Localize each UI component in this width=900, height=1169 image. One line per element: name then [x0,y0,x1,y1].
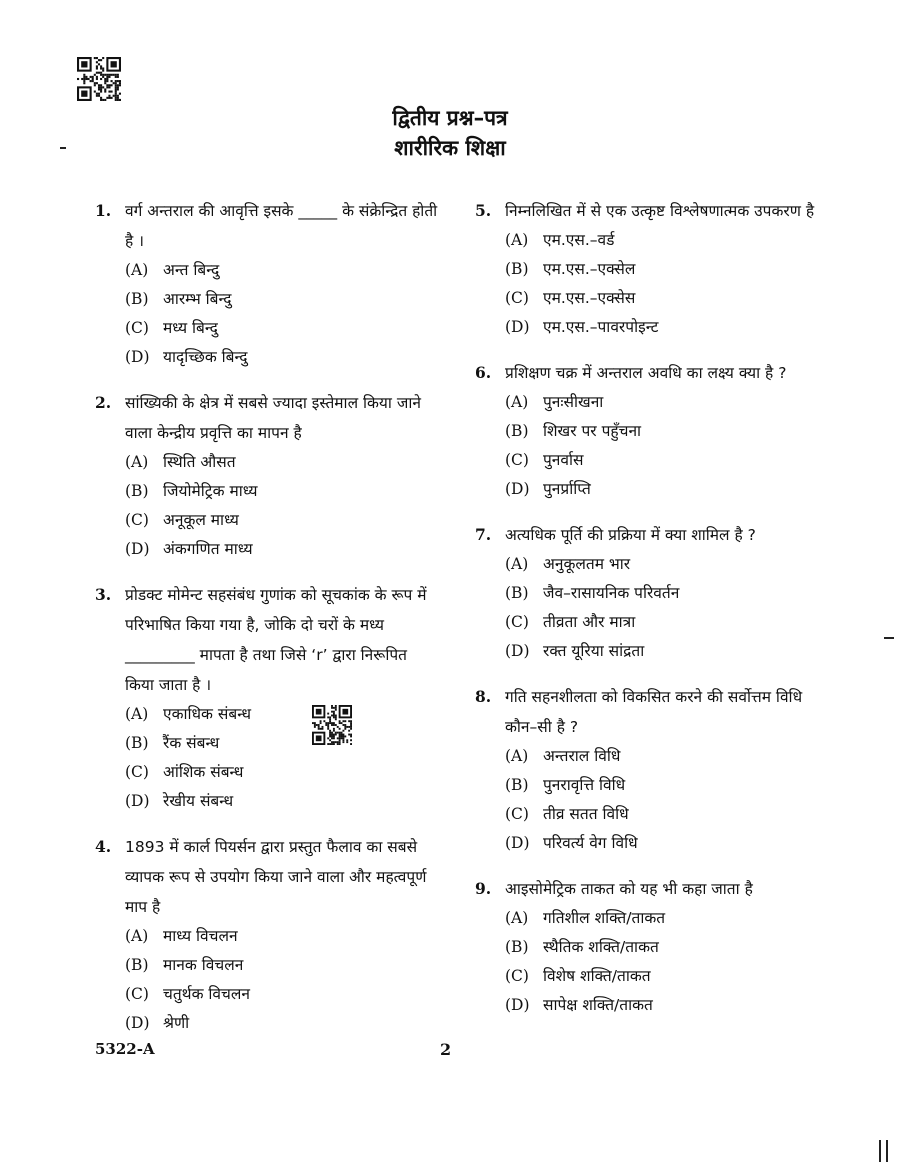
option-list [505,742,820,858]
question-text: अत्यधिक पूर्ति की प्रक्रिया में क्या शामिल है ? [505,526,756,544]
option [505,904,820,933]
question-text: वर्ग अन्तराल की आवृत्ति इसके _____ के संक्रेन्द्रित होती है । [125,202,438,250]
question-stem [475,358,820,388]
option [125,700,440,729]
option-list [125,700,440,816]
option-label: (C) [125,763,149,781]
question-text: 1893 में कार्ल पियर्सन द्वारा प्रस्तुत फैलाव का सबसे व्यापक रूप से उपयोग किया जाने वाला और महत्वपूर्ण माप है [125,838,427,916]
option-text: पुनर्वास [543,451,584,469]
option-text: स्थैतिक शक्ति/ताकत [543,938,659,956]
option-list [505,904,820,1020]
option-text: मध्य बिन्दु [163,319,218,337]
question-text: आइसोमेट्रिक ताकत को यह भी कहा जाता है [505,880,753,898]
option-text: जैव–रासायनिक परिवर्तन [543,584,680,602]
option [125,314,440,343]
option-label: (D) [505,480,530,498]
option [125,285,440,314]
option-text: एम.एस.–पावरपोइन्ट [543,318,659,336]
option-label: (C) [505,451,529,469]
question-number: 6. [475,363,492,382]
option [505,579,820,608]
option-text: रक्त यूरिया सांद्रता [543,642,645,660]
option-label: (A) [505,747,529,765]
option-label: (B) [505,260,529,278]
question-number: 4. [95,837,112,856]
option-text: अनूकूल माध्य [163,511,239,529]
paper-code: 5322-A [95,1040,155,1058]
question [475,682,820,858]
option [125,477,440,506]
option-text: चतुर्थक विचलन [163,985,250,1003]
option-text: श्रेणी [163,1014,190,1032]
left-column [95,196,440,1054]
option-label: (C) [125,985,149,1003]
option [505,800,820,829]
option [505,255,820,284]
option-label: (D) [125,540,150,558]
option [505,550,820,579]
question-text: सांख्यिकी के क्षेत्र में सबसे ज्यादा इस्तेमाल किया जाने वाला केन्द्रीय प्रवृत्ति का मापन है [125,394,421,442]
page-number: 2 [440,1040,452,1059]
option-list [505,226,820,342]
option [505,226,820,255]
option-text: यादृच्छिक बिन्दु [163,348,248,366]
qr-code-icon [77,57,121,101]
option-label: (D) [505,318,530,336]
paper-title: द्वितीय प्रश्न–पत्र [392,106,508,130]
scan-mark [879,1140,881,1162]
option [505,933,820,962]
option-label: (B) [125,290,149,308]
option [125,729,440,758]
option [505,475,820,504]
question-stem [95,388,440,448]
option-label: (B) [125,482,149,500]
scan-mark [884,637,894,639]
option-label: (B) [505,776,529,794]
option-text: अंकगणित माध्य [163,540,253,558]
option-list [505,388,820,504]
right-column [475,196,820,1036]
option [125,448,440,477]
option-label: (A) [505,555,529,573]
option [505,991,820,1020]
option-text: मानक विचलन [163,956,244,974]
option-label: (A) [505,909,529,927]
question [95,832,440,1038]
option-label: (C) [505,967,529,985]
question-number: 2. [95,393,112,412]
option-label: (B) [505,422,529,440]
option-text: तीव्र सतत विधि [543,805,629,823]
option-text: तीव्रता और मात्रा [543,613,636,631]
option-label: (D) [505,834,530,852]
option-text: रैंक संबन्ध [163,734,220,752]
question-number: 5. [475,201,492,220]
option-text: आंशिक संबन्ध [163,763,244,781]
option-list [125,922,440,1038]
option-text: सापेक्ष शक्ति/ताकत [543,996,653,1014]
option-label: (C) [125,319,149,337]
option-text: एम.एस.–एक्सेल [543,260,636,278]
option [505,771,820,800]
option-list [125,448,440,564]
question-stem [475,196,820,226]
question [475,520,820,666]
option [125,951,440,980]
question-stem [475,874,820,904]
question-text: निम्नलिखित में से एक उत्कृष्ट विश्लेषणात्मक उपकरण है [505,202,815,220]
option-text: विशेष शक्ति/ताकत [543,967,651,985]
option-label: (B) [125,734,149,752]
option-label: (D) [125,792,150,810]
option [125,758,440,787]
option-text: शिखर पर पहुँचना [543,422,642,440]
option-label: (C) [505,289,529,307]
option-label: (A) [125,453,149,471]
question-text: प्रशिक्षण चक्र में अन्तराल अवधि का लक्ष्य क्या है ? [505,364,787,382]
question-number: 3. [95,585,112,604]
option-label: (D) [125,348,150,366]
option-list [125,256,440,372]
option-text: एम.एस.–एक्सेस [543,289,636,307]
question-number: 8. [475,687,492,706]
question [475,358,820,504]
question-number: 7. [475,525,492,544]
option-text: परिवर्त्य वेग विधि [543,834,638,852]
option [505,446,820,475]
option-label: (C) [505,613,529,631]
option-text: पुनर्प्राप्ति [543,480,591,498]
option-text: पुनरावृत्ति विधि [543,776,626,794]
option-text: अनुकूलतम भार [543,555,631,573]
option-text: एकाधिक संबन्ध [163,705,252,723]
option-label: (D) [505,996,530,1014]
question-stem [95,580,440,700]
option-label: (D) [505,642,530,660]
option [505,829,820,858]
option [125,506,440,535]
question-number: 1. [95,201,112,220]
option [125,343,440,372]
option [505,637,820,666]
option-label: (A) [125,927,149,945]
option [505,742,820,771]
option-text: अन्त बिन्दु [163,261,220,279]
question-text: गति सहनशीलता को विकसित करने की सर्वोत्तम विधि कौन–सी है ? [505,688,803,736]
option [125,1009,440,1038]
option-label: (A) [125,705,149,723]
question [475,196,820,342]
option [505,313,820,342]
option-label: (B) [125,956,149,974]
option-text: जियोमेट्रिक माध्य [163,482,258,500]
option-label: (A) [505,231,529,249]
option-label: (A) [505,393,529,411]
question-number: 9. [475,879,492,898]
option-text: एम.एस.–वर्ड [543,231,615,249]
option [125,787,440,816]
subject-title: शारीरिक शिक्षा [394,136,506,160]
question-stem [95,196,440,256]
option-text: स्थिति औसत [163,453,236,471]
option-text: गतिशील शक्ति/ताकत [543,909,666,927]
question-stem [475,520,820,550]
question [475,874,820,1020]
option [125,922,440,951]
option [505,417,820,446]
option-text: पुनःसीखना [543,393,604,411]
scan-mark [886,1140,888,1162]
option-label: (C) [505,805,529,823]
option-text: आरम्भ बिन्दु [163,290,232,308]
option-label: (B) [505,584,529,602]
option-text: अन्तराल विधि [543,747,621,765]
option [505,608,820,637]
option-label: (D) [125,1014,150,1032]
option [505,388,820,417]
option-text: रेखीय संबन्ध [163,792,234,810]
question [95,580,440,816]
option-label: (A) [125,261,149,279]
option [125,535,440,564]
option [505,284,820,313]
option [505,962,820,991]
option-text: माध्य विचलन [163,927,238,945]
option-list [505,550,820,666]
question-stem [475,682,820,742]
option [125,980,440,1009]
option [125,256,440,285]
question-text: प्रोडक्ट मोमेन्ट सहसंबंध गुणांक को सूचकांक के रूप में परिभाषित किया गया है, जोकि दो चरों के मध्य _________ मापता है तथा जिसे ‘r’ द्वारा निरूपित किया जाता है । [125,586,427,694]
question [95,388,440,564]
question [95,196,440,372]
question-stem [95,832,440,922]
option-label: (C) [125,511,149,529]
option-label: (B) [505,938,529,956]
